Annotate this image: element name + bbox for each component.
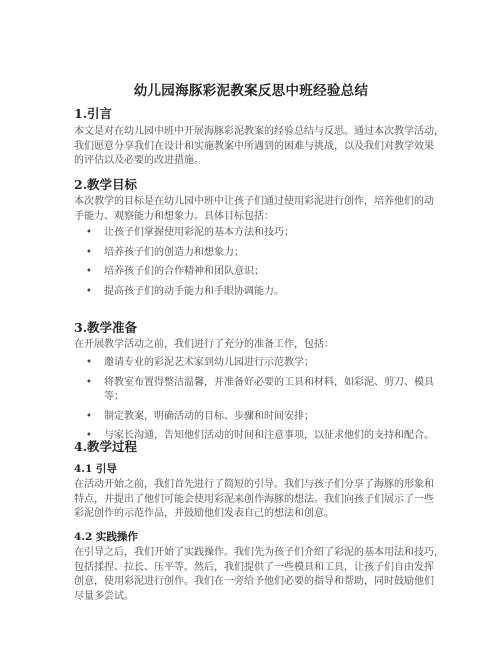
- text-line: 在引导之后，我们开始了实践操作。我们先为孩子们介绍了彩泥的基本用法和技巧，: [74, 547, 444, 558]
- paragraph-guidance: [74, 478, 446, 522]
- list-item: • 培养孩子们的合作精神和团队意识；: [74, 265, 294, 280]
- text-line: 我们愿意分享我们在设计和实施教案中所遇到的困难与挑战，以及我们对教学效果: [74, 140, 434, 152]
- subheading-practice: 4.2 实践操作: [74, 531, 138, 543]
- text-line: 彩泥创作的示范作品，并鼓励他们发表自己的想法和创意。: [74, 508, 334, 519]
- bullet-icon: •: [86, 246, 92, 258]
- bullet-icon: •: [86, 357, 92, 368]
- list-item: • 邀请专业的彩泥艺术家到幼儿园进行示范教学；: [74, 356, 434, 371]
- paragraph-practice: [74, 546, 446, 604]
- goals-list: [74, 226, 294, 299]
- list-item: • 让孩子们掌握使用彩泥的基本方法和技巧；: [74, 226, 294, 241]
- paragraph-teaching-goals: [74, 195, 446, 224]
- bullet-icon: •: [86, 376, 92, 388]
- bullet-icon: •: [86, 410, 92, 422]
- list-item: • 将教室布置得整洁温馨，并准备好必要的工具和材料，如彩泥、剪刀、模具 等；: [86, 376, 434, 402]
- document-title: 幼儿园海豚彩泥教案反思中班经验总结: [133, 83, 369, 99]
- bullet-icon: •: [86, 285, 92, 297]
- list-item: • 培养孩子们的创造力和想象力；: [74, 246, 294, 261]
- text-line: 的评估以及必要的改进措施。: [74, 155, 204, 166]
- text-line: 本文是对在幼儿园中班中开展海豚彩泥教案的经验总结与反思。通过本次教学活动，: [74, 126, 444, 137]
- list-item: • 与家长沟通，告知他们活动的时间和注意事项，以征求他们的支持和配合。: [74, 429, 434, 444]
- text-line: 特点，并提出了他们可能会使用彩泥来创作海豚的想法。我们向孩子们展示了一些: [74, 493, 434, 505]
- bullet-icon: •: [86, 266, 92, 277]
- text-line: 创意，使用彩泥进行创作。我们在一旁给予他们必要的指导和帮助，同时鼓励他们: [74, 576, 434, 587]
- subheading-guidance: 4.1 引导: [74, 463, 117, 475]
- text-line: 尽量多尝试。: [74, 590, 134, 602]
- text-line: 手能力、观察能力和想象力。具体目标包括：: [74, 210, 274, 222]
- bullet-icon: •: [86, 227, 92, 238]
- list-item: • 提高孩子们的动手能力和手眼协调能力。: [74, 285, 294, 300]
- list-item: • 制定教案，明确活动的目标、步骤和时间安排；: [74, 410, 434, 425]
- heading-introduction: 1.引言: [74, 106, 113, 121]
- text-line: 包括揉捏、拉长、压平等。然后，我们提供了一些模具和工具，让孩子们自由发挥: [74, 561, 434, 573]
- text-line: 在活动开始之前，我们首先进行了简短的引导。我们与孩子们分享了海豚的形象和: [74, 479, 434, 490]
- heading-teaching-process: 4.教学过程: [74, 439, 138, 454]
- heading-teaching-preparation: 3.教学准备: [74, 320, 138, 335]
- paragraph-teaching-preparation: [74, 338, 446, 353]
- paragraph-introduction: [74, 125, 446, 169]
- preparation-list: [74, 356, 434, 444]
- text-line: 在开展教学活动之前，我们进行了充分的准备工作，包括：: [74, 339, 334, 350]
- heading-teaching-goals: 2.教学目标: [74, 177, 138, 192]
- bullet-icon: •: [86, 430, 92, 441]
- text-line: 本次教学的目标是在幼儿园中班中让孩子们通过使用彩泥进行创作，培养他们的动: [74, 196, 434, 207]
